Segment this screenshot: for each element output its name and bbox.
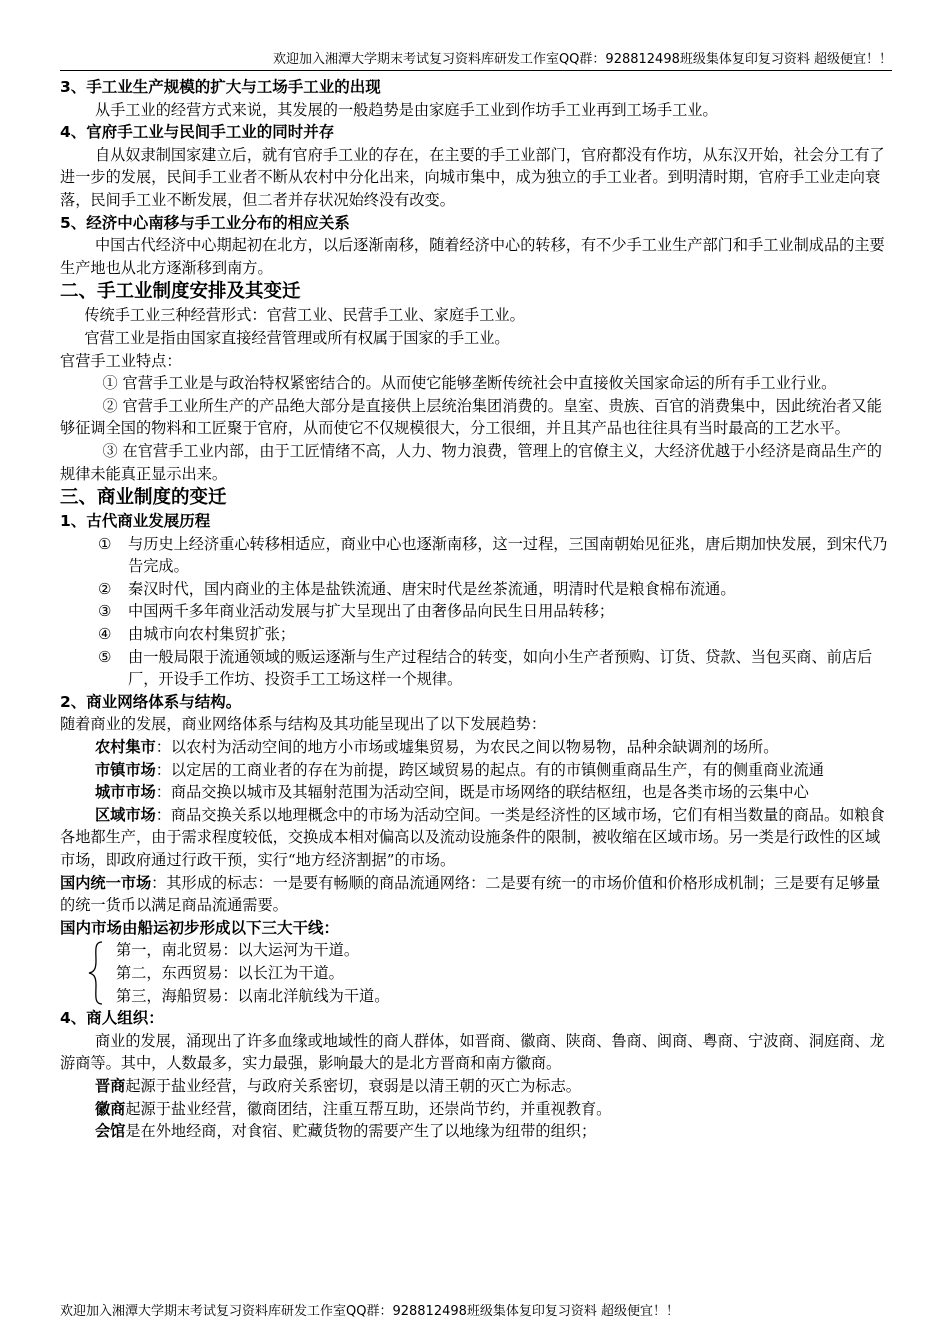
market-town: [60, 759, 888, 782]
page-header: 欢迎加入湘潭大学期末考试复习资料库研发工作室QQ群：928812498班级集体复印复习资料 超级便宜！！: [60, 52, 892, 71]
part-2-p1: 传统手工业三种经营形式：官营工业、民营手工业、家庭手工业。: [84, 306, 525, 325]
feature-3: ③ 在官营手工业内部，由于工匠情绪不高，人力、物力浪费，管理上的官僚主义，大经济优越于小经济是商品生产的规律未能真正显示出来。: [60, 441, 882, 483]
feature-1: ① 官营手工业是与政治特权紧密结合的。从而使它能够垄断传统社会中直接攸关国家命运的所有手工业行业。: [102, 374, 837, 393]
market-desc: ：以定居的工商业者的存在为前提，跨区域贸易的起点。有的市镇侧重商品生产，有的侧重商业流通: [155, 760, 824, 779]
sub-2-title: 2、商业网络体系与结构。: [60, 692, 242, 711]
market-desc: ：其形成的标志：一是要有畅顺的商品流通网络：二是要有统一的市场价值和价格形成机制；三是要有足够量的统一货币以满足商品流通需要。: [60, 873, 881, 915]
sub-1-title: 1、古代商业发展历程: [60, 512, 211, 531]
section-3-title: 3、手工业生产规模的扩大与工场手工业的出现: [60, 78, 381, 96]
trunk-lines-title: 国内市场由船运初步形成以下三大干线：: [60, 918, 340, 937]
history-item: [60, 646, 888, 691]
merchant-desc: 起源于盐业经营，与政府关系密切，衰弱是以清王朝的灭亡为标志。: [125, 1076, 581, 1095]
merchant-jin: [60, 1075, 888, 1098]
history-item: [60, 533, 888, 578]
market-national: [60, 872, 888, 917]
features-label: 官营手工业特点：: [60, 351, 182, 370]
curly-brace-icon: [88, 941, 104, 1005]
market-desc: ：以农村为活动空间的地方小市场或墟集贸易，为农民之间以物易物，品种余缺调剂的场所。: [155, 738, 779, 757]
item-number: ⑤: [98, 647, 112, 666]
merchant-desc: 是在外地经商，对食宿、贮藏货物的需要产生了以地缘为纽带的组织；: [125, 1122, 597, 1141]
item-text: 秦汉时代，国内商业的主体是盐铁流通、唐宋时代是丝茶流通，明清时代是粮食棉布流通。: [128, 579, 736, 598]
trunk-line-item: 第二，东西贸易：以长江为干道。: [116, 963, 344, 982]
merchant-desc: 起源于盐业经营，徽商团结，注重互帮互助，还崇尚节约，并重视教育。: [125, 1099, 612, 1118]
item-text: 中国两千多年商业活动发展与扩大呈现出了由奢侈品向民生日用品转移；: [128, 602, 614, 621]
merchant-hui: [60, 1098, 888, 1121]
trunk-line-item: 第一，南北贸易：以大运河为干道。: [116, 941, 359, 960]
section-5-text: 中国古代经济中心期起初在北方，以后逐渐南移，随着经济中心的转移，有不少手工业生产部门和手工业制成品的主要生产地也从北方逐渐移到南方。: [60, 236, 885, 277]
merchant-term: 会馆: [94, 1122, 126, 1141]
merchant-term: 徽商: [94, 1099, 126, 1118]
item-number: ④: [98, 625, 112, 644]
market-desc: ：商品交换以城市及其辐射范围为活动空间，既是市场网络的联结枢纽，也是各类市场的云集中心: [155, 783, 809, 802]
section-4-text: 自从奴隶制国家建立后，就有官府手工业的存在，在主要的手工业部门，官府都没有作坊，从东汉开始，社会分工有了进一步的发展，民间手工业者不断从农村中分化出来，向城市集中，成为独立的手工业者。到明清时期，官府手工业走向衰落，民间手工业不断发展，但二者并存状况始终没有改变。: [60, 145, 885, 209]
history-item: [60, 623, 888, 646]
item-text: 由城市向农村集贸扩张；: [128, 625, 296, 644]
part-3-title: 三、商业制度的变迁: [60, 487, 227, 509]
item-text: 与历史上经济重心转移相适应，商业中心也逐渐南移，这一过程，三国南朝始见征兆，唐后期加快发展，到宋代乃告完成。: [128, 534, 888, 576]
sub-4-title: 4、商人组织：: [60, 1009, 164, 1028]
sub-2-intro: 随着商业的发展，商业网络体系与结构及其功能呈现出了以下发展趋势：: [60, 715, 546, 734]
history-item: [60, 600, 888, 623]
item-number: ①: [98, 534, 112, 553]
market-rural: [60, 736, 888, 759]
market-desc: ：商品交换关系以地理概念中的市场为活动空间。一类是经济性的区域市场，它们有相当数量的商品。如粮食各地都生产，由于需求程度较低，交换成本相对偏高以及流动设施条件的限制，被收缩在区域市场。另一类是行政性的区域市场，即政府通过行政干预，实行“地方经济割据”的市场。: [60, 805, 885, 869]
market-term: 农村集市: [94, 738, 156, 757]
merchant-term: 晋商: [94, 1076, 126, 1095]
history-item: [60, 578, 888, 601]
page-footer: 欢迎加入湘潭大学期末考试复习资料库研发工作室QQ群：928812498班级集体复印复习资料 超级便宜！！: [60, 1304, 680, 1319]
part-2-p2: 官营工业是指由国家直接经营管理或所有权属于国家的手工业。: [84, 328, 510, 347]
market-term: 国内统一市场: [60, 873, 152, 892]
item-text: 由一般局限于流通领域的贩运逐渐与生产过程结合的转变，如向小生产者预购、订货、贷款、当包买商、前店后厂，开设手工作坊、投资手工工场这样一个规律。: [128, 647, 873, 689]
market-term: 市镇市场: [94, 760, 156, 779]
section-3-text: 从手工业的经营方式来说，其发展的一般趋势是由家庭手工业到作坊手工业再到工场手工业。: [94, 100, 718, 119]
part-2-title: 二、手工业制度安排及其变迁: [60, 281, 301, 303]
section-4-title: 4、官府手工业与民间手工业的同时并存: [60, 123, 335, 142]
trunk-line-item: 第三，海船贸易：以南北洋航线为干道。: [116, 986, 390, 1005]
market-regional: [60, 804, 888, 872]
market-term: 城市市场: [94, 783, 156, 802]
item-number: ②: [98, 579, 112, 598]
section-5-title: 5、经济中心南移与手工业分布的相应关系: [60, 213, 350, 232]
market-city: [60, 781, 888, 804]
market-term: 区域市场: [94, 805, 156, 824]
item-number: ③: [98, 602, 112, 621]
sub-4-intro: 商业的发展，涌现出了许多血缘或地域性的商人群体，如晋商、徽商、陕商、鲁商、闽商、粤商、宁波商、洞庭商、龙游商等。其中，人数最多，实力最强，影响最大的是北方晋商和南方徽商。: [60, 1031, 885, 1073]
guild-hall: [60, 1120, 888, 1143]
feature-2: ② 官营手工业所生产的产品绝大部分是直接供上层统治集团消费的。皇室、贵族、百官的消费集中，因此统治者又能够征调全国的物料和工匠聚于官府，从而使它不仅规模很大，分工很细，并且其产品也往往具有当时最高的工艺水平。: [60, 396, 882, 438]
trunk-lines: [60, 939, 888, 1007]
document-body: [60, 76, 888, 1143]
